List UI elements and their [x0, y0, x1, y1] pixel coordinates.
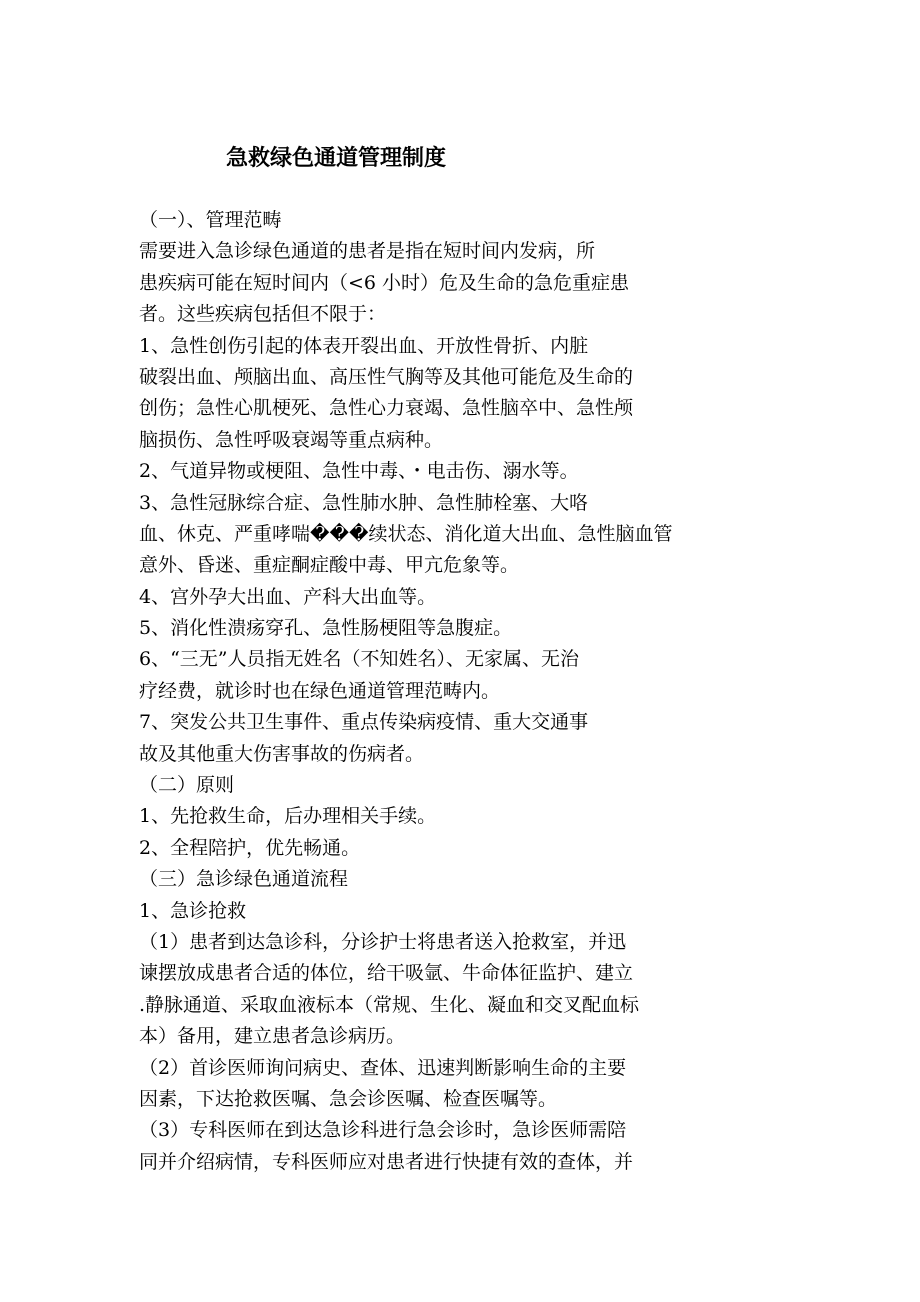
paragraph-line: 1、急诊抢救: [139, 899, 247, 922]
paragraph-line: （三）急诊绿色通道流程: [139, 868, 349, 891]
paragraph-line: 1、先抢救生命，后办理相关手续。: [139, 805, 437, 828]
paragraph-line: 疗经费，就诊时也在绿色通道管理范畴内。: [139, 679, 501, 702]
document-body: [139, 205, 859, 1178]
paragraph-line: 2、全程陪护，优先畅通。: [139, 836, 361, 859]
paragraph-line: 7、突发公共卫生事件、重点传染病疫情、重大交通事: [139, 711, 589, 734]
paragraph-line: （3）专科医师在到达急诊科进行急会诊时，急诊医师需陪: [139, 1119, 627, 1142]
paragraph-line: （二）原则: [139, 774, 235, 797]
paragraph-line: 脑损伤、急性呼吸衰竭等重点病种。: [139, 428, 444, 451]
paragraph-line: 者。这些疾病包括但不限于：: [139, 303, 387, 326]
paragraph-line: 2、气道异物或梗阻、急性中毒、・电击伤、溺水等。: [139, 460, 579, 483]
paragraph-line: 谏摆放成患者合适的体位，给干吸氩、牛命体征监护、建立: [139, 962, 634, 985]
paragraph-line: 4、宫外孕大出血、产科大出血等。: [139, 585, 437, 608]
paragraph-line: （1）患者到达急诊科，分诊护士将患者送入抢救室，并迅: [139, 930, 627, 953]
document-title: 急救绿色通道管理制度: [226, 146, 447, 171]
paragraph-line: 本）备用，建立患者急诊病历。: [139, 1025, 406, 1048]
paragraph-line: 需要进入急诊绿色通道的患者是指在短时间内发病，所: [139, 240, 596, 263]
paragraph-line: 1、急性创伤引起的体表开裂出血、开放性骨折、内脏: [139, 334, 589, 357]
paragraph-line: 故及其他重大伤害事故的伤病者。: [139, 742, 425, 765]
paragraph-line: 创伤；急性心肌梗死、急性心力衰竭、急性脑卒中、急性颅: [139, 397, 634, 420]
paragraph-line: 6、“三无”人员指无姓名（不知姓名）、无家属、无治: [139, 648, 580, 671]
paragraph-line: .静脉通道、采取血液标本（常规、生化、凝血和交叉配血标: [139, 993, 640, 1016]
paragraph-line: 血、休克、严重哮喘���续状态、消化道大出血、急性脑血管: [139, 522, 673, 545]
paragraph-line: 5、消化性溃疡穿孔、急性肠梗阻等急腹症。: [139, 617, 513, 640]
paragraph-line: 患疾病可能在短时间内（<6 小时）危及生命的急危重症患: [139, 271, 630, 294]
paragraph-line: 意外、昏迷、重症酮症酸中毒、甲亢危象等。: [139, 554, 520, 577]
paragraph-line: （一）、管理范畴: [139, 209, 282, 231]
paragraph-line: （2）首诊医师询问病史、查体、迅速判断影响生命的主要: [139, 1056, 627, 1079]
paragraph-line: 3、急性冠脉综合症、急性肺水肿、急性肺栓塞、大咯: [139, 491, 589, 514]
paragraph-line: 破裂出血、颅脑出血、高压性气胸等及其他可能危及生命的: [139, 365, 634, 388]
paragraph-line: 同并介绍病情，专科医师应对患者进行快捷有效的查体，并: [139, 1150, 634, 1173]
paragraph-line: 因素，下达抢救医嘱、急会诊医嘱、检查医嘱等。: [139, 1087, 558, 1110]
